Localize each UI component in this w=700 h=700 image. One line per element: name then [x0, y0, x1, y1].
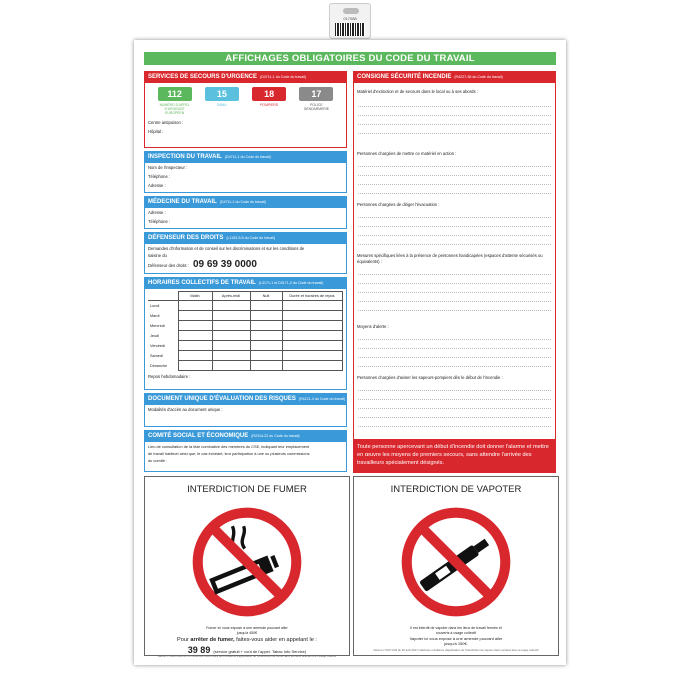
dotted-line — [358, 366, 551, 367]
no-vaping-legal: Décret n°2017-633 du 25 avril 2017 relatif aux conditions d'application de l'interdiction de vapoter dans certains lieux à usage collectif — [373, 648, 539, 652]
table-row — [148, 321, 342, 331]
number-label: NUMÉRO D'APPEL D'URGENCE EUROPÉEN — [159, 103, 190, 115]
dotted-line — [358, 235, 551, 236]
table-cell — [212, 341, 250, 351]
table-cell — [282, 301, 342, 311]
day-label: Mardi — [150, 313, 160, 318]
secours-ref: (D4711-1 du Code du travail) — [260, 75, 307, 79]
document-header — [145, 394, 346, 405]
dotted-line — [358, 244, 551, 245]
dotted-line — [358, 274, 551, 275]
cse-ref: (R2314-22 du Code du travail) — [251, 434, 300, 438]
dotted-line — [358, 175, 551, 176]
column-header: Durée et horaires de repos — [282, 292, 342, 301]
no-vaping-sign-icon — [400, 506, 512, 618]
antipoison-field: Centre antipoison : — [148, 120, 184, 125]
table-cell — [282, 341, 342, 351]
secours-header — [145, 72, 346, 83]
dotted-line — [358, 417, 551, 418]
document-box — [144, 393, 347, 427]
cse-line-3: du comité : — [148, 458, 168, 463]
quit-phone: 39 89 — [187, 645, 211, 655]
incendie-box — [353, 71, 556, 440]
table-cell — [178, 311, 212, 321]
hanger-tag — [329, 3, 371, 39]
table-cell — [250, 341, 282, 351]
medecine-phone-field: Téléphone : — [148, 219, 171, 224]
cse-title: COMITÉ SOCIAL ET ÉCONOMIQUE — [148, 433, 249, 439]
dotted-line — [358, 217, 551, 218]
column-header — [148, 292, 178, 301]
defenseur-phone-line — [145, 259, 346, 271]
table-row — [148, 351, 342, 361]
table-cell — [212, 351, 250, 361]
alarm-notice: Toute personne apercevant un début d'incendie doit donner l'alarme et mettre en œuvre les moyens de premiers secours, sans attendre l'arrivée des travailleurs spécialement désignés. — [353, 440, 556, 473]
inspecteur-field: Nom de l'inspecteur : — [148, 165, 188, 170]
defenseur-ref: (L1153-5-5 du Code du travail) — [226, 236, 276, 240]
emergency-number-15 — [205, 87, 239, 115]
incendie-item-4: Mesures spécifiques liées à la présence de personnes handicapées (espaces d'attente sécurisés ou équivalents) : — [357, 253, 543, 264]
cse-header — [145, 431, 346, 442]
table-cell — [178, 301, 212, 311]
product-code: 017088 — [343, 16, 357, 21]
number-badge: 15 — [205, 87, 239, 101]
dotted-line — [358, 133, 551, 134]
dotted-line — [358, 124, 551, 125]
table-cell — [178, 341, 212, 351]
no-smoking-note: Fumer ici vous expose à une amende pouvant aller jusqu'à 450€ — [206, 626, 288, 635]
secours-title: SERVICES DE SECOURS D'URGENCE — [148, 74, 258, 80]
table-header-row — [148, 292, 342, 301]
table-cell — [250, 321, 282, 331]
medecine-box — [144, 196, 347, 229]
dotted-line — [358, 339, 551, 340]
medecine-ref: (D4711-1 du Code du travail) — [219, 200, 266, 204]
dotted-line — [358, 184, 551, 185]
inspection-header — [145, 152, 346, 163]
no-smoking-sign-icon — [191, 506, 303, 618]
document-ref: (R4121-4 du Code du travail) — [298, 397, 346, 401]
table-cell — [282, 331, 342, 341]
dotted-line — [358, 292, 551, 293]
inspection-title: INSPECTION DU TRAVAIL — [148, 154, 222, 160]
table-row — [148, 301, 342, 311]
no-smoking-panel — [144, 476, 350, 656]
horaires-table — [148, 291, 343, 371]
defenseur-header — [145, 233, 346, 244]
barcode — [335, 23, 365, 36]
quit-phone-note: (service gratuit + coût de l'appel. Tabac Info Service) — [213, 649, 307, 654]
repos-field: Repos hebdomadaire : — [148, 374, 191, 379]
defenseur-phone: 09 69 39 0000 — [192, 259, 257, 270]
day-label: Dimanche — [150, 363, 168, 368]
emergency-number-18 — [252, 87, 286, 115]
day-label: Jeudi — [150, 333, 160, 338]
cse-line-2: de travail habituel ainsi que, le cas échéant, leur participation à une ou plusieurs commissions — [148, 451, 310, 456]
no-smoking-title: INTERDICTION DE FUMER — [187, 484, 307, 495]
incendie-item-1: Matériel d'extinction et de secours dans le local ou à ses abords : — [357, 89, 478, 94]
table-cell — [212, 301, 250, 311]
inspection-ref: (D4711-1 du Code du travail) — [224, 155, 271, 159]
no-vaping-fine: Vapoter ici vous expose à une amende pouvant aller jusqu'à 150€. — [409, 636, 503, 646]
table-cell — [282, 321, 342, 331]
emergency-numbers — [145, 83, 346, 115]
horaires-ref: (L3171-1 et D3171-2 du Code du travail) — [258, 281, 324, 285]
inspection-phone-field: Téléphone : — [148, 174, 171, 179]
number-label: POMPIERS — [260, 103, 279, 107]
no-smoking-legal: Décret n°2006-1386 du 15 novembre 2006 fixant les conditions d'application de l'interdiction de fumer dans les lieux affectés à un usage collectif — [157, 654, 337, 658]
dotted-line — [358, 426, 551, 427]
hanger-hole — [343, 8, 359, 14]
incendie-item-6: Personnes chargées d'aviser les sapeurs-pompiers dès le début de l'incendie : — [357, 375, 503, 380]
defenseur-title: DÉFENSEUR DES DROITS — [148, 235, 224, 241]
no-vaping-panel — [353, 476, 559, 656]
dotted-line — [358, 310, 551, 311]
number-label: POLICE GENDARMERIE — [303, 103, 329, 111]
table-cell — [178, 351, 212, 361]
incendie-item-5: Moyens d'alerte : — [357, 324, 389, 329]
table-cell — [250, 361, 282, 371]
day-label: Vendredi — [150, 343, 165, 348]
defenseur-phone-label: Défenseur des droits : — [148, 263, 189, 268]
number-label: SAMU — [216, 103, 227, 107]
table-cell — [282, 351, 342, 361]
dotted-line — [358, 226, 551, 227]
table-row — [148, 361, 342, 371]
table-cell — [282, 311, 342, 321]
emergency-number-112 — [158, 87, 192, 115]
dotted-line — [358, 283, 551, 284]
hopital-field: Hôpital : — [148, 129, 164, 134]
quit-help-line — [153, 637, 341, 644]
no-vaping-note: Il est interdit de vapoter dans les lieux de travail fermés et couverts à usage collectif — [410, 626, 502, 635]
horaires-header — [145, 278, 346, 289]
dotted-line — [358, 115, 551, 116]
defenseur-box — [144, 232, 347, 274]
dotted-line — [358, 193, 551, 194]
table-cell — [250, 311, 282, 321]
number-badge: 112 — [158, 87, 192, 101]
incendie-item-2: Personnes chargées de mettre ce matériel en action : — [357, 151, 457, 156]
incendie-title: CONSIGNE SÉCURITÉ INCENDIE — [357, 74, 452, 80]
table-cell — [250, 351, 282, 361]
table-cell — [178, 331, 212, 341]
dotted-line — [358, 301, 551, 302]
cse-line-1: Lieu de consultation de la liste nominative des membres du CSE, indiquant leur emplacement — [148, 444, 310, 449]
table-cell — [212, 331, 250, 341]
defenseur-text-1: Demandes d'information et de conseil sur les discriminations et sur les conditions de — [148, 246, 305, 251]
dotted-line — [358, 390, 551, 391]
day-label: Samedi — [150, 353, 163, 358]
poster-title: AFFICHAGES OBLIGATOIRES DU CODE DU TRAVAIL — [144, 52, 556, 65]
no-vaping-title: INTERDICTION DE VAPOTER — [390, 484, 522, 495]
dotted-line — [358, 399, 551, 400]
dotted-line — [358, 357, 551, 358]
table-cell — [250, 301, 282, 311]
horaires-title: HORAIRES COLLECTIFS DE TRAVAIL — [148, 280, 256, 286]
inspection-box — [144, 151, 347, 193]
medecine-header — [145, 197, 346, 208]
document-access-field: Modalités d'accès au document unique : — [148, 407, 223, 412]
column-header: Après-midi — [212, 292, 250, 301]
quit-help-prefix: Pour — [177, 637, 189, 643]
day-label: Mercredi — [150, 323, 165, 328]
inspection-address-field: Adresse : — [148, 183, 166, 188]
table-cell — [212, 311, 250, 321]
table-cell — [212, 361, 250, 371]
dotted-line — [358, 408, 551, 409]
emergency-number-17 — [299, 87, 333, 115]
defenseur-text-2: saisine du — [148, 253, 167, 258]
dotted-line — [358, 166, 551, 167]
quit-help-bold: arrêter de fumer, — [190, 637, 235, 643]
table-cell — [178, 321, 212, 331]
dotted-line — [358, 348, 551, 349]
document-title: DOCUMENT UNIQUE D'ÉVALUATION DES RISQUES — [148, 396, 296, 402]
horaires-box — [144, 277, 347, 390]
quit-help-suffix: faites-vous aider en appelant le : — [236, 637, 317, 643]
incendie-item-3: Personnes chargées de diriger l'évacuation : — [357, 202, 440, 207]
table-row — [148, 331, 342, 341]
dotted-line — [358, 106, 551, 107]
poster-sheet — [134, 40, 566, 665]
medecine-title: MÉDECINE DU TRAVAIL — [148, 199, 217, 205]
incendie-header — [354, 72, 555, 83]
incendie-ref: (R4227-38 du Code du travail) — [454, 75, 503, 79]
table-cell — [250, 331, 282, 341]
column-header: Nuit — [250, 292, 282, 301]
table-row — [148, 311, 342, 321]
table-row — [148, 341, 342, 351]
table-cell — [282, 361, 342, 371]
column-header: Matin — [178, 292, 212, 301]
table-cell — [212, 321, 250, 331]
table-cell — [178, 361, 212, 371]
number-badge: 18 — [252, 87, 286, 101]
secours-box — [144, 71, 347, 148]
number-badge: 17 — [299, 87, 333, 101]
medecine-address-field: Adresse : — [148, 210, 166, 215]
day-label: Lundi — [150, 303, 160, 308]
cse-box — [144, 430, 347, 472]
